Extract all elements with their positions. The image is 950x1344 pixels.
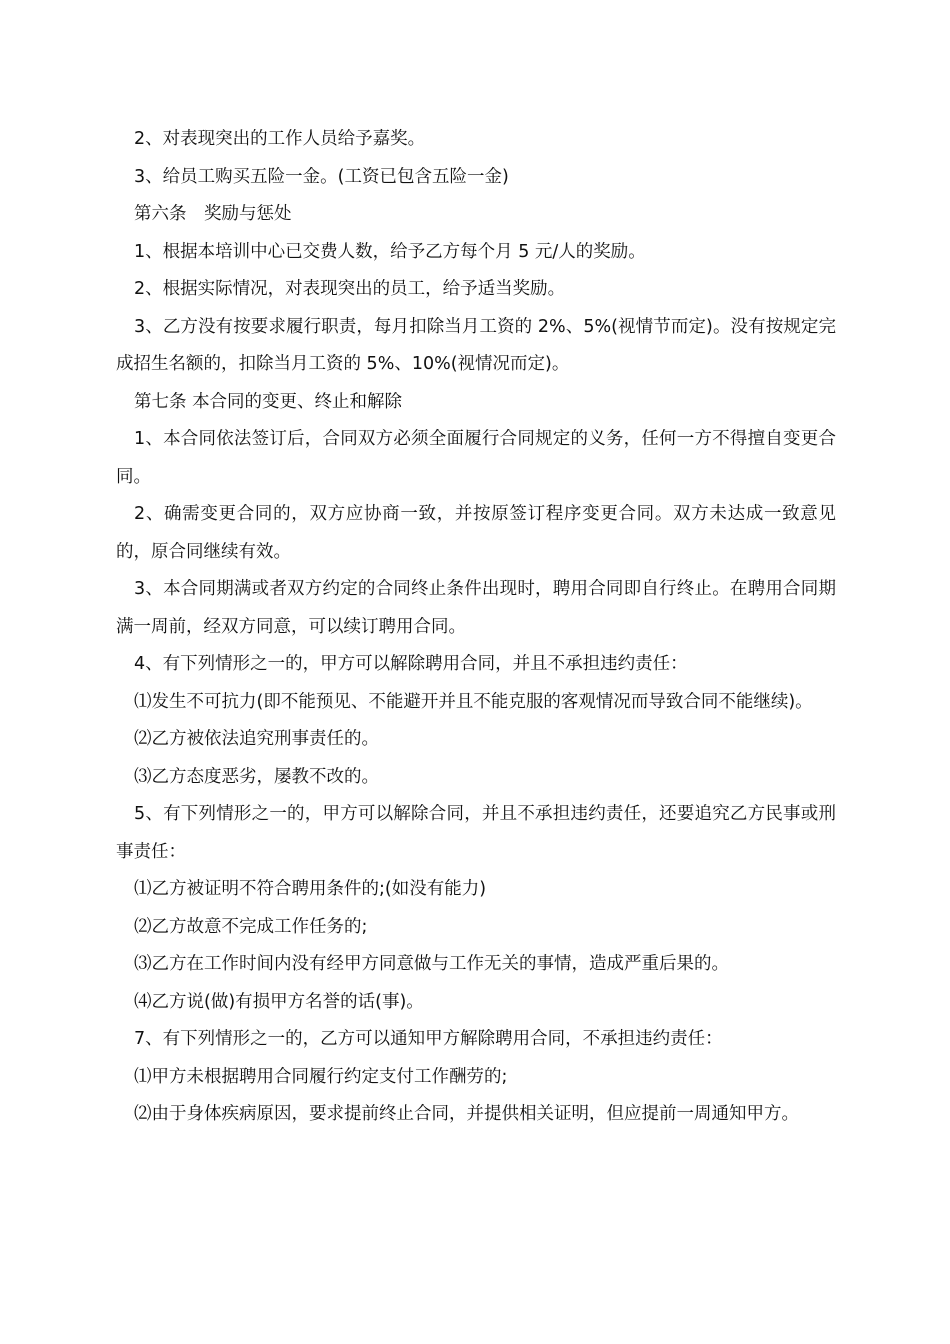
- document-body: [116, 121, 836, 1134]
- paragraph-reward-staff: 2、对表现突出的工作人员给予嘉奖。: [134, 129, 426, 149]
- paragraph-7-5-2: ⑵乙方故意不完成工作任务的;: [134, 916, 368, 937]
- paragraph-7-5: 5、有下列情形之一的，甲方可以解除合同，并且不承担违约责任，还要追究乙方民事或刑事责任：: [116, 804, 836, 862]
- article-7-heading: 第七条 本合同的变更、终止和解除: [134, 391, 403, 412]
- paragraph-7-4-2: ⑵乙方被依法追究刑事责任的。: [134, 729, 379, 749]
- article-6-heading: 第六条 奖励与惩处: [134, 204, 292, 224]
- paragraph-7-5-3: ⑶乙方在工作时间内没有经甲方同意做与工作无关的事情，造成严重后果的。: [134, 954, 729, 974]
- paragraph-7-2: 2、确需变更合同的，双方应协商一致，并按原签订程序变更合同。双方未达成一致意见的，原合同继续有效。: [116, 504, 836, 562]
- paragraph-7-5-4: ⑷乙方说(做)有损甲方名誉的话(事)。: [134, 991, 424, 1012]
- paragraph-insurance: 3、给员工购买五险一金。(工资已包含五险一金): [134, 166, 509, 187]
- paragraph-7-7-2: ⑵由于身体疾病原因，要求提前终止合同，并提供相关证明，但应提前一周通知甲方。: [134, 1104, 799, 1124]
- paragraph-7-7: 7、有下列情形之一的，乙方可以通知甲方解除聘用合同，不承担违约责任：: [134, 1029, 723, 1049]
- paragraph-6-2: 2、根据实际情况，对表现突出的员工，给予适当奖励。: [134, 279, 566, 299]
- paragraph-7-4-3: ⑶乙方态度恶劣，屡教不改的。: [134, 766, 379, 787]
- paragraph-6-1: 1、根据本培训中心已交费人数，给予乙方每个月 5 元/人的奖励。: [134, 241, 646, 262]
- paragraph-7-3: 3、本合同期满或者双方约定的合同终止条件出现时，聘用合同即自行终止。在聘用合同期满一周前，经双方同意，可以续订聘用合同。: [116, 579, 836, 637]
- paragraph-7-7-1: ⑴甲方未根据聘用合同履行约定支付工作酬劳的;: [134, 1066, 508, 1087]
- paragraph-7-4-1: ⑴发生不可抗力(即不能预见、不能避开并且不能克服的客观情况而导致合同不能继续)。: [134, 691, 813, 712]
- paragraph-7-1: 1、本合同依法签订后，合同双方必须全面履行合同规定的义务，任何一方不得擅自变更合同。: [116, 429, 836, 487]
- paragraph-7-5-1: ⑴乙方被证明不符合聘用条件的;(如没有能力): [134, 879, 487, 899]
- paragraph-6-3: 3、乙方没有按要求履行职责，每月扣除当月工资的 2%、5%(视情节而定)。没有按规定完成招生名额的，扣除当月工资的 5%、10%(视情况而定)。: [116, 316, 836, 374]
- paragraph-7-4: 4、有下列情形之一的，甲方可以解除聘用合同，并且不承担违约责任：: [134, 654, 688, 674]
